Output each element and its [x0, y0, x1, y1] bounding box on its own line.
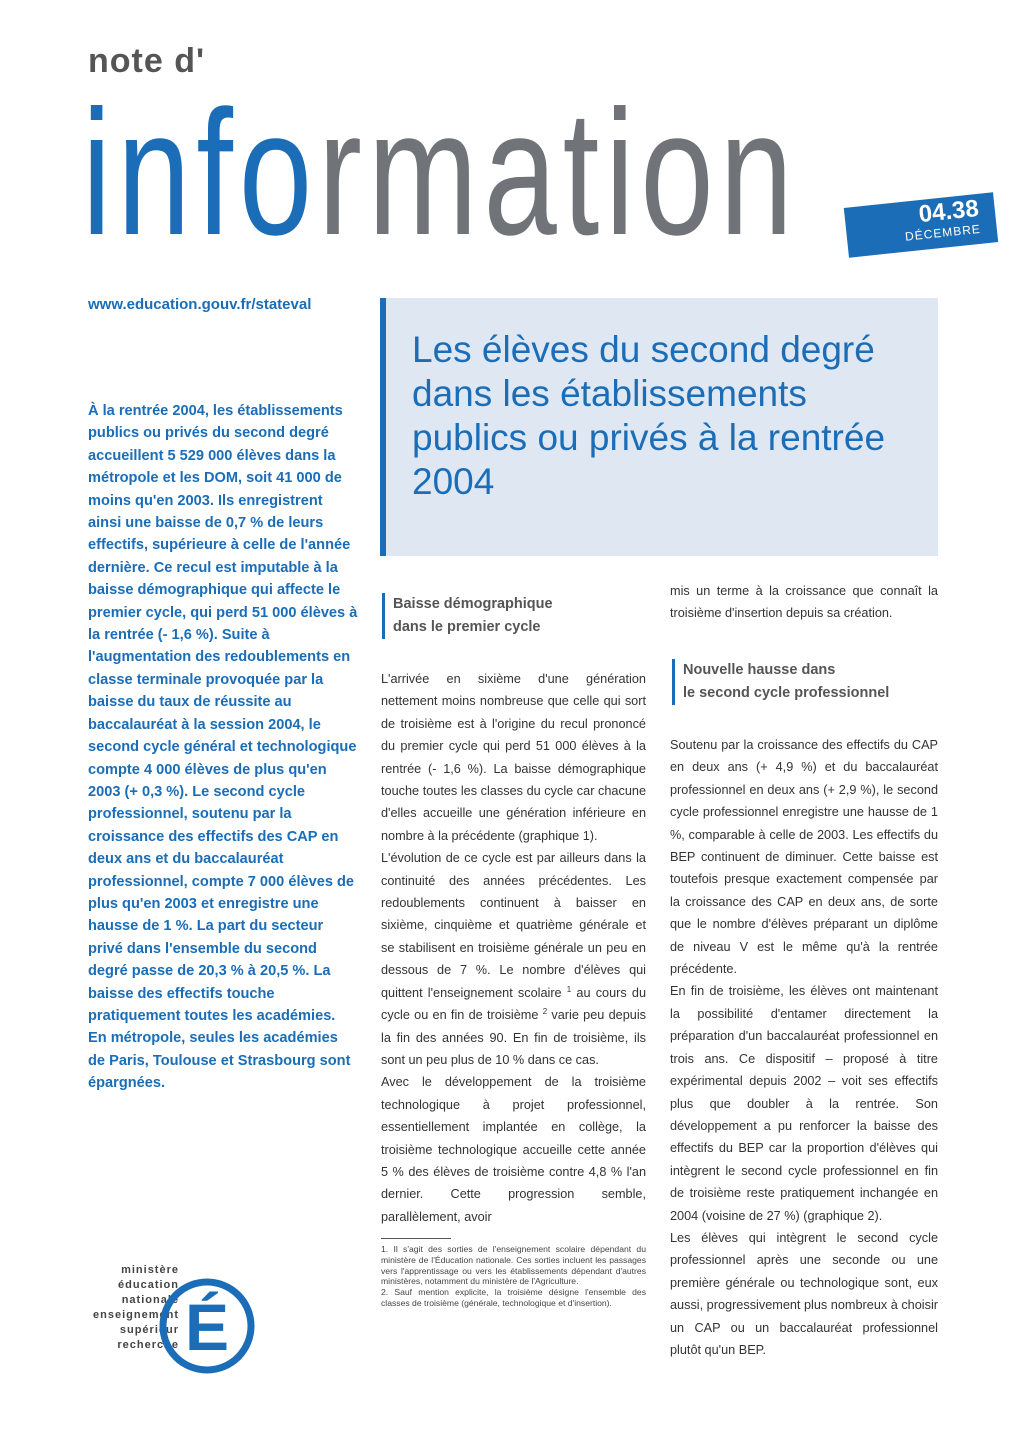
paragraph-text: au cours du cycle ou en fin de troisième: [381, 985, 646, 1023]
paragraph-text: L'évolution de ce cycle est par ailleurs dans la continuité des années précédentes. Les redoublements continuent à baisser en sixième, cinquième et quatrième générale et se stabilisent en troisième générale un peu en dessous de 7 %. Le nombre d'élèves qui quittent l'enseignement scolaire: [381, 851, 646, 1000]
masthead-grey: rmation: [318, 73, 799, 272]
ministry-line: recherche: [117, 1339, 179, 1351]
footnote-ref: 1: [566, 984, 572, 994]
paragraph: Les élèves qui intègrent le second cycle professionnel après une seconde ou une première générale ou technologique sont, eux aussi, progressivement plus nombreux à choisir un CAP ou un baccalauréat professionnel plutôt qu'un BEP.: [670, 1230, 938, 1357]
footnote-divider: [381, 1238, 451, 1239]
masthead: [82, 73, 799, 272]
page-title: Les élèves du second degré dans les établissements publics ou privés à la rentrée 2004: [412, 329, 886, 502]
paragraph: Soutenu par la croissance des effectifs du CAP en deux ans (+ 4,9 %) et du baccalauréat professionnel en deux ans (+ 2,9 %), le second cycle professionnel enregistre une hausse de 1 %, comparable à celle de 2003. Les effectifs du BEP continuent de diminuer. Cette baisse est toutefois presque exactement compensée par la croissance des CAP en deux ans, de sorte que le nombre d'élèves préparant un diplôme de niveau V est le même qu'à la rentrée précédente.: [670, 738, 938, 977]
note-prefix: note d': [88, 42, 206, 80]
logo-letter: É: [184, 1290, 230, 1364]
footnote-ref: 2: [542, 1006, 548, 1016]
issue-number: 04.38: [917, 194, 980, 229]
ministry-line: éducation: [118, 1279, 179, 1291]
paragraph: mis un terme à la croissance que connaît la troisième d'insertion depuis sa création.: [670, 584, 938, 621]
title-box: [380, 298, 938, 556]
ministry-line: supérieur: [119, 1324, 179, 1336]
masthead-blue: info: [82, 73, 319, 272]
summary-text: À la rentrée 2004, les établissements publics ou privés du second degré accueillent 5 529 000 élèves dans la métropole et les DOM, soit 41 000 de moins qu'en 2003. Ils enregistrent ainsi une baisse de 0,7 % de leurs effectifs, supérieure à celle de l'année dernière. Ce recul est imputable à la baisse démographique qui affecte le premier cycle, qui perd 51 000 élèves à la rentrée (- 1,6 %). Suite à l'augmentation des redoublements en classe terminale provoquée par la baisse du taux de réussite au baccalauréat à la session 2004, le second cycle général et technologique compte 4 000 élèves de plus qu'en 2003 (+ 0,3 %). Le second cycle professionnel, soutenu par la croissance des effectifs des CAP en deux ans et du baccalauréat professionnel, compte 7 000 élèves de plus qu'en 2003 et enregistre une hausse de 1 %. La part du secteur privé dans l'ensemble du second degré passe de 20,3 % à 20,5 %. La baisse des effectifs touche pratiquement toutes les académies. En métropole, seules les académies de Paris, Toulouse et Strasbourg sont épargnées.: [88, 403, 358, 1092]
article-column-right-body: [670, 734, 938, 1361]
footnote: 2. Sauf mention explicite, la troisième désigne l'ensemble des classes de troisième (générale, technologique et d'insertion).: [381, 1287, 646, 1308]
section-heading-demography: [382, 593, 643, 639]
ministry-line: nationale: [121, 1294, 179, 1306]
ministry-logo-icon: [157, 1276, 257, 1376]
paragraph: [381, 847, 646, 1071]
paragraph: Avec le développement de la troisième technologique à projet professionnel, essentiellement implantée en collège, la troisième technologique accueille cette année 5 % des élèves de troisième contre 4,8 % l'an dernier. Cette progression semble, parallèlement, avoir: [381, 1075, 646, 1224]
issue-month: DÉCEMBRE: [904, 221, 982, 244]
footnotes: [381, 1244, 646, 1309]
heading-line: Nouvelle hausse dans: [683, 662, 836, 678]
ministry-line: ministère: [121, 1264, 179, 1276]
paragraph-text: varie peu depuis la fin des années 90. En fin de troisième, ils sont un peu plus de 10 % dans ce cas.: [381, 1008, 646, 1067]
heading-line: Baisse démographique: [393, 596, 553, 612]
website-link[interactable]: www.education.gouv.fr/stateval: [88, 296, 312, 313]
paragraph: En fin de troisième, les élèves ont maintenant la possibilité d'entamer directement la préparation d'un baccalauréat professionnel en trois ans. Ce dispositif – proposé à titre expérimental depuis 2002 – voit ses effectifs plus que doubler à la rentrée. Son développement a pu renforcer la baisse des effectifs du BEP car la proportion d'élèves qui intègrent le second cycle professionnel en fin de troisième reste pratiquement inchangée en 2004 (voisine de 27 %) (graphique 2).: [670, 984, 938, 1223]
ministry-line: enseignement: [93, 1309, 179, 1321]
footnote: 1. Il s'agit des sorties de l'enseignement scolaire dépendant du ministère de l'Éducation nationale. Ces sorties incluent les passages vers l'apprentissage ou vers les établissements dépendant d'autres ministères, notamment du ministère de l'Agriculture.: [381, 1244, 646, 1287]
article-column-right: [670, 580, 938, 625]
paragraph: L'arrivée en sixième d'une génération nettement moins nombreuse que celle qui sort de troisième est à l'origine du recul prononcé du premier cycle qui perd 51 000 élèves à la rentrée (- 1,6 %). La baisse démographique touche toutes les classes du cycle car chacune d'elles accueille une génération inférieure en nombre à la précédente (graphique 1).: [381, 672, 646, 843]
section-heading-professional: [672, 659, 943, 705]
article-column-middle: [381, 668, 646, 1228]
issue-badge: [844, 192, 998, 257]
heading-line: dans le premier cycle: [393, 619, 541, 635]
heading-line: le second cycle professionnel: [683, 685, 890, 701]
